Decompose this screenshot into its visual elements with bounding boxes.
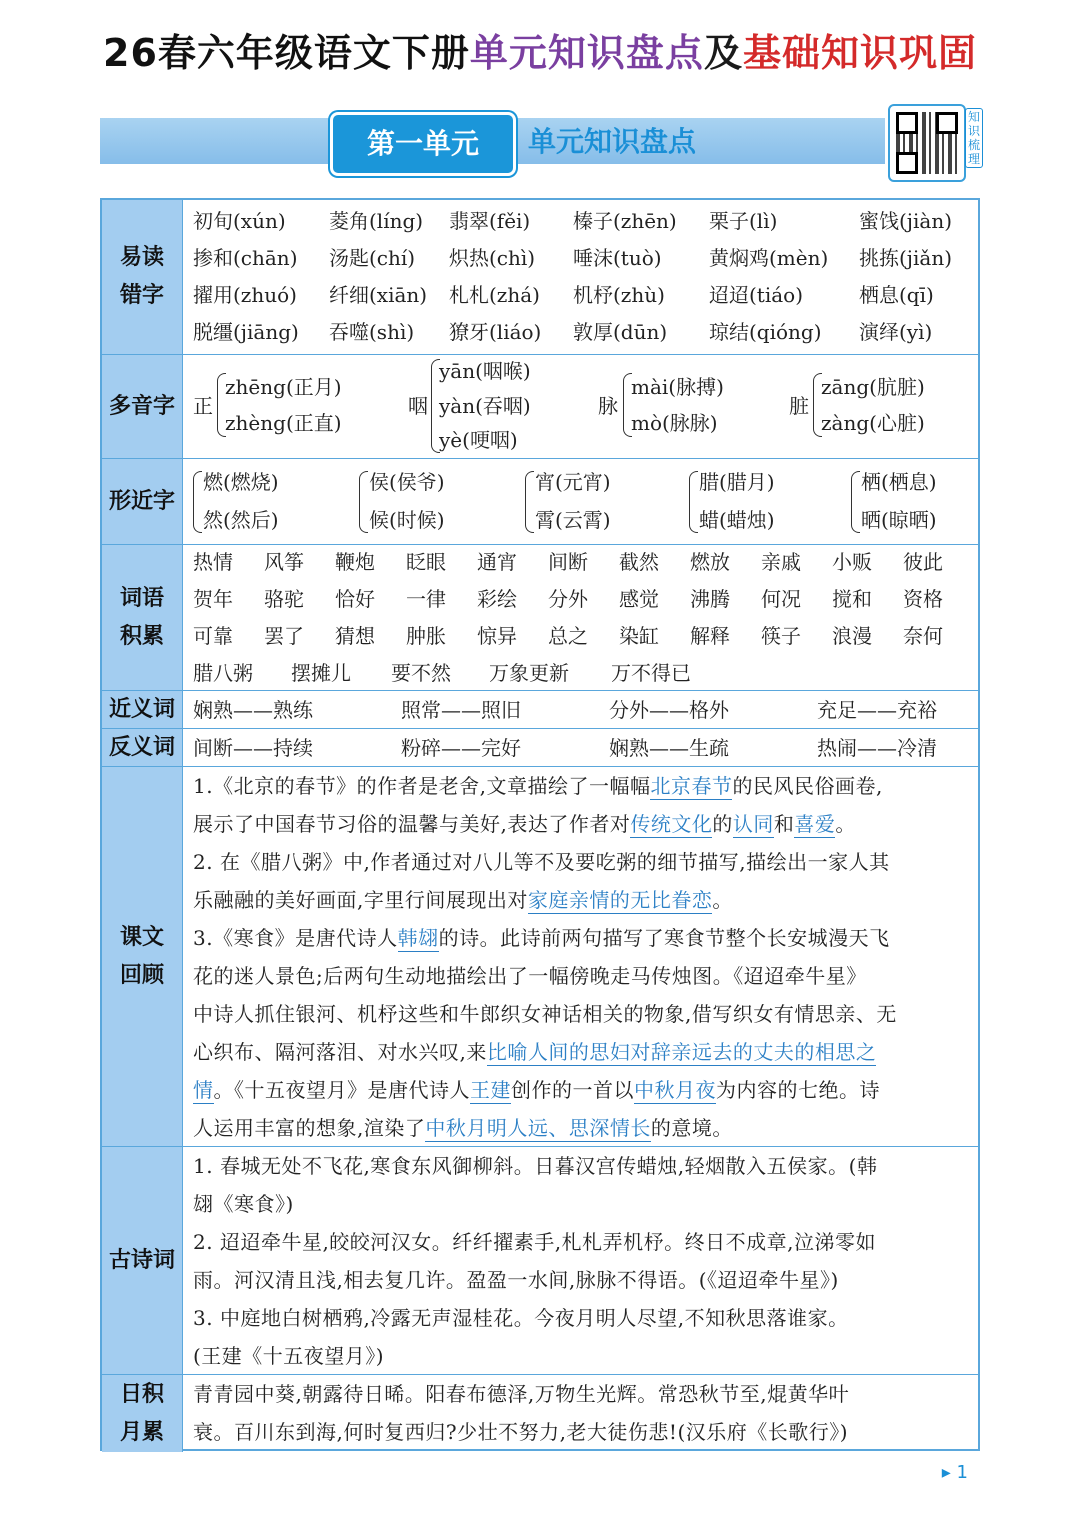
pinyin-word: 掺和(chān) [193, 246, 298, 270]
vocab-word: 猜想 [335, 624, 375, 648]
row-ciyu [102, 544, 978, 691]
synonym-pair: 分外——格外 [609, 698, 729, 722]
antonym-pair: 间断——持续 [193, 736, 313, 760]
similar-char: 腊(腊月) [699, 470, 775, 494]
vocab-word: 染缸 [619, 624, 659, 648]
row-label: 日积 月累 [102, 1375, 183, 1452]
row-kewen [102, 766, 978, 1147]
similar-char: 栖(栖息) [861, 470, 937, 494]
pinyin-word: 札札(zhá) [449, 283, 540, 307]
pinyin-word: 机杼(zhù) [573, 283, 665, 307]
duoyin-reading: zāng(肮脏) [821, 375, 925, 399]
synonym-pair: 娴熟——熟练 [193, 698, 313, 722]
yidu-content [183, 200, 978, 354]
row-yidu [102, 200, 978, 354]
pinyin-word: 翡翠(fěi) [449, 209, 531, 233]
similar-char: 霄(云霄) [535, 508, 611, 532]
duoyin-char: 正 [193, 394, 213, 418]
vocab-word: 间断 [548, 550, 588, 574]
gushi-text: 1. 春城无处不飞花,寒食东风御柳斜。日暮汉宫传蜡烛,轻烟散入五侯家。(韩 翃《寒食》) 2. 迢迢牵牛星,皎皎河汉女。纤纤擢素手,札札弄机杼。终日不成章,泣涕零如 雨。河汉清且浅,相去复几许。盈盈一水间,脉脉不得语。(《迢迢牵牛星》) 3. 中庭地白树栖鸦,冷露无声湿桂花。今夜月明人尽望,不知秋思落谁家。 (王建《十五夜望月》) [193, 1154, 878, 1368]
vocab-word: 小贩 [832, 550, 872, 574]
title-part-unit-summary: 单元知识盘点 [469, 31, 704, 75]
vocab-word: 分外 [548, 587, 588, 611]
pinyin-word: 榛子(zhēn) [573, 209, 677, 233]
vocab-word: 浪漫 [832, 624, 872, 648]
vocab-word: 要不然 [391, 661, 451, 685]
pinyin-word: 演绎(yì) [859, 320, 933, 344]
row-label: 课文 回顾 [102, 767, 183, 1147]
pinyin-word: 初旬(xún) [193, 209, 286, 233]
similar-char: 燃(燃烧) [203, 470, 279, 494]
vocab-word: 资格 [903, 587, 943, 611]
duoyin-reading: zhēng(正月) [225, 375, 342, 399]
vocab-word: 鞭炮 [335, 550, 375, 574]
pinyin-word: 擢用(zhuó) [193, 283, 297, 307]
duoyin-content [183, 355, 978, 459]
duoyin-reading: yàn(吞咽) [439, 394, 531, 418]
synonym-pair: 充足——充裕 [817, 698, 937, 722]
riji-text: 青青园中葵,朝露待日晞。阳春布德泽,万物生光辉。常恐秋节至,焜黄华叶 衰。百川东到海,何时复西归?少壮不努力,老大徒伤悲!(汉乐府《长歌行》) [193, 1382, 850, 1444]
gushi-content [183, 1147, 978, 1375]
similar-char: 宵(元宵) [535, 470, 611, 494]
similar-char: 蜡(蜡烛) [699, 508, 775, 532]
vocab-word: 腊八粥 [193, 661, 253, 685]
vocab-word: 奈何 [903, 624, 943, 648]
vocab-word: 亲戚 [761, 550, 801, 574]
vocab-word: 截然 [619, 550, 659, 574]
similar-char: 然(然后) [203, 508, 279, 532]
vocab-word: 一律 [406, 587, 446, 611]
row-label: 近义词 [102, 691, 183, 729]
ciyu-content [183, 545, 978, 691]
xingjin-content [183, 459, 978, 545]
pinyin-word: 吞噬(shì) [329, 320, 415, 344]
row-label: 古诗词 [102, 1147, 183, 1375]
vocab-word: 燃放 [690, 550, 730, 574]
duoyin-reading: zhèng(正直) [225, 411, 342, 435]
vocab-word: 彩绘 [477, 587, 517, 611]
row-label: 形近字 [102, 459, 183, 545]
duoyin-reading: mài(脉搏) [631, 375, 724, 399]
vocab-word: 惊异 [477, 624, 517, 648]
vocab-word: 解释 [690, 624, 730, 648]
vocab-word: 恰好 [335, 587, 375, 611]
duoyin-reading: yān(咽喉) [439, 359, 531, 383]
pinyin-word: 黄焖鸡(mèn) [709, 246, 829, 270]
pinyin-word: 蜜饯(jiàn) [859, 209, 953, 233]
pinyin-word: 敦厚(dūn) [573, 320, 668, 344]
vocab-word: 万不得已 [611, 661, 691, 685]
similar-char: 候(时候) [369, 508, 445, 532]
pinyin-word: 琼结(qióng) [709, 320, 822, 344]
vocab-word: 万象更新 [489, 661, 569, 685]
similar-char: 侯(侯爷) [369, 470, 445, 494]
row-gushi [102, 1146, 978, 1375]
riji-content [183, 1375, 978, 1452]
vocab-word: 热情 [193, 550, 233, 574]
title-part-and: 及 [703, 31, 743, 75]
antonym-pair: 娴熟——生疏 [609, 736, 729, 760]
vocab-word: 感觉 [619, 587, 659, 611]
duoyin-char: 咽 [408, 394, 428, 418]
pinyin-word: 炽热(chì) [449, 246, 536, 270]
pinyin-word: 迢迢(tiáo) [709, 283, 804, 307]
kewen-text: 1.《北京的春节》的作者是老舍,文章描绘了一幅幅北京春节的民风民俗画卷, 展示了中国春节习俗的温馨与美好,表达了作者对传统文化的认同和喜爱。 2. 在《腊八粥》中,作者通过对八儿等不及要吃粥的细节描写,描绘出一家人其 乐融融的美好画面,字里行间展现出对家庭亲情的无比眷恋。 3.《寒食》是唐代诗人韩翃的诗。此诗前两句描写了寒食节整个长安城漫天飞 花的迷人景色;后两句生动地描绘出了一幅傍晚走马传烛图。《迢迢牵牛星》 中诗人抓住银河、机杼这些和牛郎织女神话相关的物象,借写织女有情思亲、无 心织布、隔河落泪、对水兴叹,来比喻人间的思妇对辞亲远去的丈夫的相思之 情。《十五夜望月》是唐代诗人王建创作的一首以中秋月夜为内容的七绝。诗 人运用丰富的想象,渲染了中秋月明人远、思深情长的意境。 [193, 774, 897, 1140]
page-title [0, 22, 1080, 77]
duoyin-reading: mò(脉脉) [631, 411, 718, 435]
pinyin-word: 纤细(xiān) [329, 283, 428, 307]
duoyin-char: 脏 [789, 394, 809, 418]
vocab-word: 搅和 [832, 587, 872, 611]
vocab-word: 总之 [548, 624, 588, 648]
pinyin-word: 挑拣(jiǎn) [859, 246, 953, 270]
antonym-pair: 热闹——冷清 [817, 736, 937, 760]
vocab-word: 风筝 [264, 550, 304, 574]
pinyin-word: 唾沫(tuò) [573, 246, 662, 270]
pinyin-word: 獠牙(liáo) [449, 320, 542, 344]
antonym-pair: 粉碎——完好 [401, 736, 521, 760]
qr-label: 知识梳理 [965, 108, 983, 168]
pinyin-word: 栗子(lì) [709, 209, 778, 233]
vocab-word: 罢了 [264, 624, 304, 648]
vocab-word: 筷子 [761, 624, 801, 648]
row-jinyi [102, 690, 978, 729]
row-riji [102, 1374, 978, 1452]
knowledge-table [100, 198, 980, 1451]
jinyi-content [183, 691, 978, 729]
synonym-pair: 照常——照旧 [401, 698, 521, 722]
pinyin-word: 脱缰(jiāng) [193, 320, 299, 344]
duoyin-reading: zàng(心脏) [821, 411, 925, 435]
title-part-grade: 26春六年级语文下册 [103, 31, 470, 75]
vocab-word: 何况 [761, 587, 801, 611]
vocab-word: 可靠 [193, 624, 233, 648]
row-label: 反义词 [102, 729, 183, 767]
vocab-word: 沸腾 [690, 587, 730, 611]
vocab-word: 眨眼 [406, 550, 446, 574]
pinyin-word: 菱角(líng) [329, 209, 424, 233]
pinyin-word: 栖息(qī) [859, 283, 934, 307]
kewen-content [183, 767, 978, 1147]
similar-char: 晒(晾晒) [861, 508, 937, 532]
row-xingjin [102, 458, 978, 545]
pinyin-word: 汤匙(chí) [329, 246, 416, 270]
row-fanyi [102, 728, 978, 767]
vocab-word: 肿胀 [406, 624, 446, 648]
row-label: 词语 积累 [102, 545, 183, 691]
duoyin-reading: yè(哽咽) [439, 428, 518, 452]
duoyin-char: 脉 [598, 394, 618, 418]
unit-tab: 第一单元 [330, 112, 516, 176]
qr-code-icon[interactable] [888, 104, 966, 182]
unit-subtitle: 单元知识盘点 [528, 125, 697, 158]
vocab-word: 骆驼 [264, 587, 304, 611]
page-number: ▸ 1 [941, 1462, 968, 1483]
title-part-basics: 基础知识巩固 [742, 31, 977, 75]
vocab-word: 彼此 [903, 550, 943, 574]
vocab-word: 摆摊儿 [291, 661, 351, 685]
row-label: 多音字 [102, 355, 183, 459]
row-duoyin [102, 354, 978, 459]
vocab-word: 贺年 [193, 587, 233, 611]
fanyi-content [183, 729, 978, 767]
vocab-word: 通宵 [477, 550, 517, 574]
row-label: 易读 错字 [102, 200, 183, 354]
